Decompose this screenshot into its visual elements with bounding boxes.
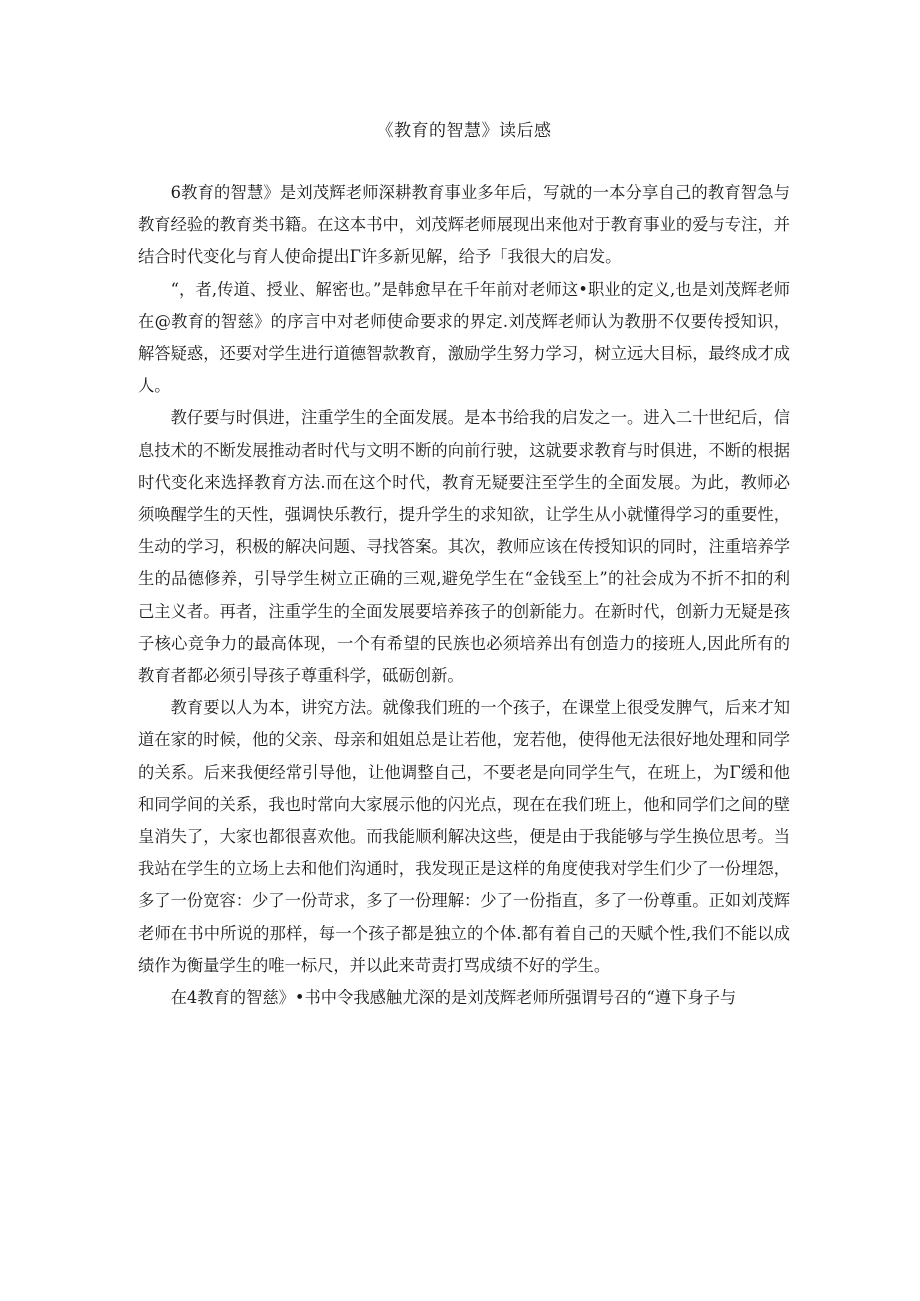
paragraph-2: “，者,传道、授业、解密也。”是韩愈早在千年前对老师这•职业的定义,也是刘茂辉老师在@教育的智慈》的序言中对老师使命要求的界定.刘茂辉老师认为教册不仅要传授知识，解答疑惑，还要对学生进行道德智款教育，激励学生努力学习，树立远大目标，最终成才成人。 xyxy=(138,279,790,396)
document-page xyxy=(138,116,790,1014)
document-title: 《教育的智慧》读后感 xyxy=(376,121,552,141)
paragraph-5: 在4教育的智慈》•书中令我感触尤深的是刘茂辉老师所强谓号召的“遵下身子与 xyxy=(170,988,737,1008)
paragraph-4: 教育要以人为本，讲究方法。就像我们班的一个孩子，在课堂上很受发脾气，后来才知道在家的时候，他的父亲、母亲和姐姐总是让若他，宠若他，使得他无法很好地处理和同学的关系。后来我便经常引导他，让他调整自己，不要老是向同学生气，在班上，为Γ缓和他和同学间的关系，我也时常向大家展示他的闪光点，现在在我们班上，他和同学们之间的壁皇消失了，大家也都很喜欢他。而我能顺利解决这些，便是由于我能够与学生换位思考。当我站在学生的立场上去和他们沟通时，我发现正是这样的角度使我对学生们少了一份埋怨，多了一份宽容：少了一份苛求，多了一份理解：少了一份指直，多了一份尊重。正如刘茂辉老师在书中所说的那样，每一个孩子都是独立的个体.都有着自己的天赋个性,我们不能以成绩作为衡量学生的唯一标尺，并以此来苛责打骂成绩不好的学生。 xyxy=(138,698,790,975)
paragraph-3: 教仔要与时俱进，注重学生的全面发展。是本书给我的启发之一。进入二十世纪后，信息技术的不断发展推动者时代与文明不断的向前行驶，这就要求教育与时俱进，不断的根据时代变化来选择教育方法.而在这个时代，教育无疑要注至学生的全面发展。为此，教师必须唤醒学生的天性，强调快乐教行，提升学生的求知欲，让学生从小就懂得学习的重要性，生动的学习，积极的解决问题、寻找答案。其次，教师应该在传授知识的同时，注重培养学生的品德修养，引导学生树立正确的三观,避免学生在“金钱至上”的社会成为不折不扣的利己主义者。再者，注重学生的全面发展要培养孩子的创新能力。在新时代，创新力无疑是孩子核心竞争力的最高体现，一个有希望的民族也必须培养出有创造力的接班人,因此所有的教育者都必须引导孩子尊重科学，砥砺创新。 xyxy=(138,408,790,686)
paragraph-1: 6教育的智慧》是刘茂辉老师深耕教育事业多年后，写就的一本分享自己的教育智急与教育经验的教育类书籍。在这本书中，刘茂辉老师展现出来他对于教育事业的爱与专注，并结合时代变化与育人使命提出Γ许多新见解，给予「我很大的启发。 xyxy=(138,183,790,267)
